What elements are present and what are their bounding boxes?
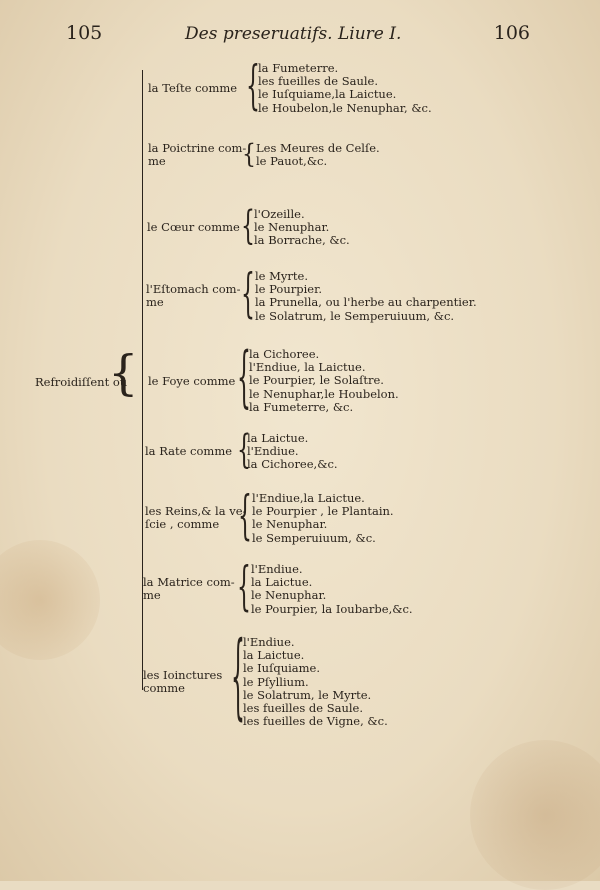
remedy-item: le Solatrum, le Semperuiuum, &c. [255, 308, 455, 323]
remedy-item: la Laictue. [251, 575, 313, 590]
category-label: l'Eſtomach com- [146, 282, 241, 297]
page-header [0, 22, 600, 46]
category-label: la Matrice com- [143, 575, 235, 590]
root-brace: { [108, 345, 139, 401]
remedy-item: l'Ozeille. [254, 207, 305, 221]
remedy-item: le Iuſquiame,la Laictue. [258, 87, 397, 102]
page-number-right: 106 [493, 22, 530, 44]
remedy-item: le Iuſquiame. [243, 661, 321, 676]
remedy-item: la Laictue. [243, 648, 305, 663]
remedy-item: l'Endiue. [243, 635, 295, 649]
category-label: le Foye comme [148, 373, 236, 388]
remedy-item: l'Endiue. [247, 444, 299, 459]
category-brace: { [238, 487, 252, 548]
remedy-item: le Nenuphar. [254, 220, 330, 235]
remedy-item: le Pourpier, la Ioubarbe,&c. [251, 601, 413, 616]
remedy-item: le Pourpier. [255, 282, 322, 297]
category-brace: { [231, 627, 245, 733]
category-label: ſcie , comme [145, 517, 220, 532]
remedy-item: le Semperuiuum, &c. [252, 530, 376, 545]
remedy-item: le Nenuphar. [251, 588, 327, 603]
remedy-item: l'Endiue, la Laictue. [249, 360, 366, 375]
paper-stain [470, 740, 600, 890]
category-brace: { [237, 558, 251, 619]
remedy-item: le Nenuphar,le Houbelon. [249, 386, 399, 401]
category-label: la Poictrine com- [148, 141, 247, 156]
remedy-item: la Laictue. [247, 431, 309, 445]
remedy-item: la Fumeterre. [258, 61, 339, 75]
category-label: la Teſte comme [148, 80, 238, 95]
remedy-item: la Cichoree. [249, 347, 320, 361]
remedy-item: le Pſyllium. [243, 674, 309, 689]
remedy-item: l'Endiue,la Laictue. [252, 491, 365, 505]
remedy-item: l'Endiue. [251, 562, 303, 576]
category-label: me [148, 154, 166, 169]
remedy-item: la Cichoree,&c. [247, 457, 338, 472]
remedy-item: les fueilles de Saule. [258, 74, 379, 89]
category-brace: { [237, 342, 251, 417]
category-label: les Ioinctures [143, 668, 223, 683]
remedy-item: les fueilles de Vigne, &c. [243, 714, 388, 729]
root-label: Refroidiſſent ou [35, 375, 128, 389]
category-brace: { [241, 204, 255, 250]
running-title: Des preseruatifs. Liure I. [185, 24, 402, 44]
remedy-item: la Prunella, ou l'herbe au charpentier. [255, 295, 477, 310]
category-label: me [146, 295, 164, 310]
category-brace: { [237, 428, 251, 474]
remedy-item: Les Meures de Celſe. [256, 141, 380, 155]
remedy-item: le Nenuphar. [252, 517, 328, 532]
remedy-item: le Pauot,&c. [256, 154, 328, 169]
page-number-left: 105 [66, 22, 103, 44]
category-label: comme [143, 681, 185, 696]
category-brace: { [246, 57, 260, 118]
remedy-item: le Pourpier, le Solaſtre. [249, 373, 384, 388]
remedy-item: le Pourpier , le Plantain. [252, 504, 394, 519]
category-brace: { [242, 139, 256, 170]
remedy-item: le Myrte. [255, 269, 308, 283]
category-label: le Cœur comme [147, 220, 240, 235]
remedy-item: la Borrache, &c. [254, 233, 350, 248]
category-brace: { [241, 265, 255, 326]
category-label: la Rate comme [145, 444, 233, 459]
paper-stain [0, 540, 100, 660]
remedy-item: le Solatrum, le Myrte. [243, 687, 372, 702]
remedy-item: le Houbelon,le Nenuphar, &c. [258, 100, 432, 115]
remedy-item: les fueilles de Saule. [243, 701, 364, 715]
category-label: les Reins,& la ve- [145, 504, 247, 519]
category-label: me [143, 588, 161, 603]
remedy-item: la Fumeterre, &c. [249, 399, 354, 414]
